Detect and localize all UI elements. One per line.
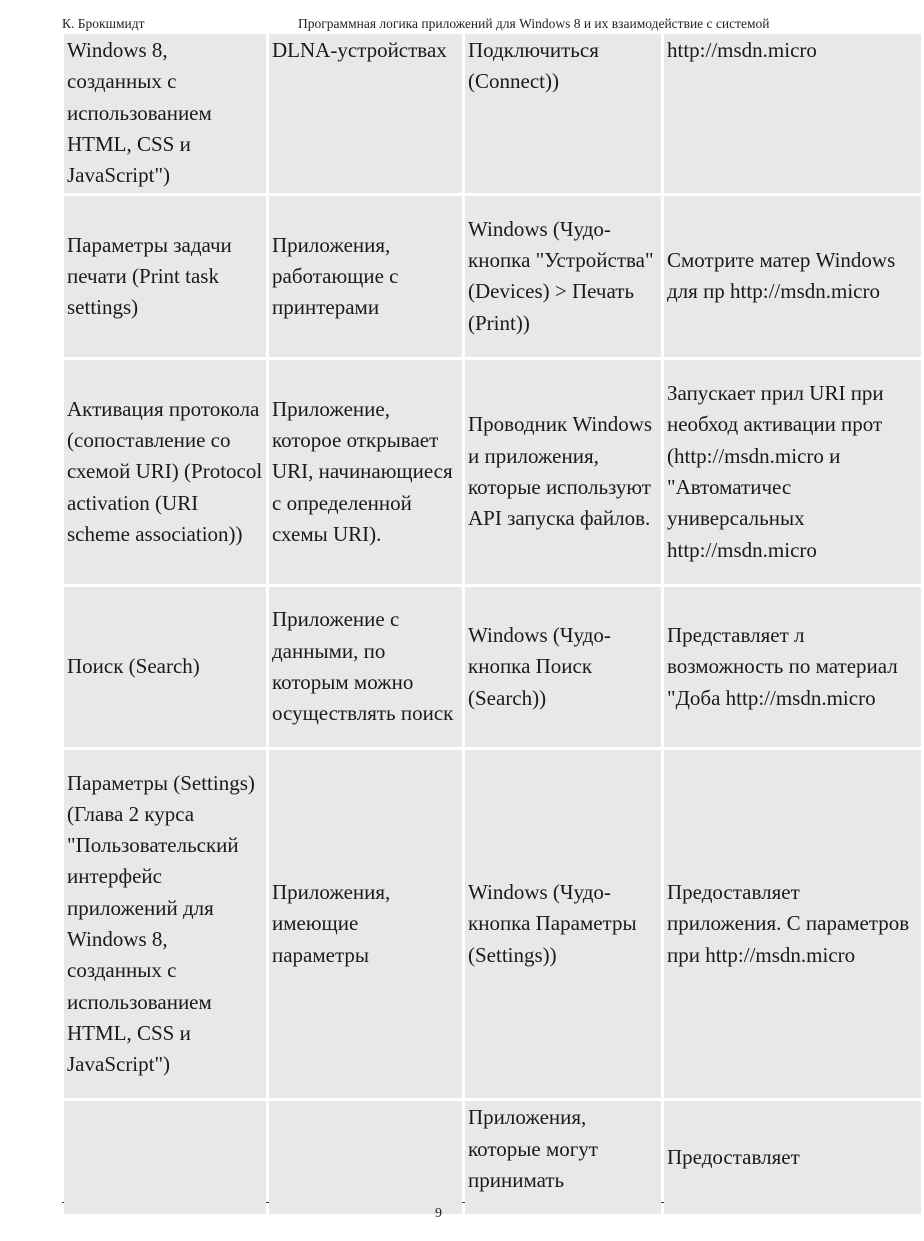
table-cell-description: http://msdn.micro [664, 34, 921, 193]
table-cell-app-type: Приложение, которое открывает URI, начинающиеся с определенной схемы URI). [269, 360, 462, 584]
table-cell-description: Представляет л возможность по материал "Доба http://msdn.micro [664, 587, 921, 747]
table-cell-contract: Параметры (Settings) (Глава 2 курса "Пользовательский интерфейс приложений для Windows 8, созданных с использованием HTML, CSS и JavaScript") [64, 750, 266, 1098]
table-cell-app-type: Приложения, работающие с принтерами [269, 196, 462, 357]
header-title: Программная логика приложений для Windows 8 и их взаимодействие с системой [298, 16, 770, 31]
contracts-table [61, 31, 924, 1217]
table-cell-description: Смотрите матер Windows для пр http://msdn.micro [664, 196, 921, 357]
table-row [64, 34, 921, 193]
table-cell-app-type: Приложения, имеющие параметры [269, 750, 462, 1098]
table-row [64, 750, 921, 1098]
table-cell-app-type [269, 1101, 462, 1214]
table-cell-contract: Активация протокола (сопоставление со схемой URI) (Protocol activation (URI scheme association)) [64, 360, 266, 584]
table-cell-source: Windows (Чудо-кнопка Параметры (Settings)) [465, 750, 661, 1098]
table-row [64, 587, 921, 747]
table-cell-contract [64, 1101, 266, 1214]
table-cell-description: Предоставляет приложения. С параметров при http://msdn.micro [664, 750, 921, 1098]
table-cell-source: Windows (Чудо-кнопка "Устройства" (Devices) > Печать (Print)) [465, 196, 661, 357]
table-cell-contract: Поиск (Search) [64, 587, 266, 747]
table-cell-contract: Windows 8, созданных с использованием HTML, CSS и JavaScript") [64, 34, 266, 193]
table-cell-description: Предоставляет [664, 1101, 921, 1214]
table-row [64, 196, 921, 357]
table-cell-source: Подключиться (Connect)) [465, 34, 661, 193]
table-cell-app-type: Приложение с данными, по которым можно осуществлять поиск [269, 587, 462, 747]
table-cell-description: Запускает прил URI при необход активации прот (http://msdn.micro и "Автоматичес универсальных http://msdn.micro [664, 360, 921, 584]
table-cell-app-type: DLNA-устройствах [269, 34, 462, 193]
table-cell-source: Проводник Windows и приложения, которые используют API запуска файлов. [465, 360, 661, 584]
table-cell-source: Windows (Чудо-кнопка Поиск (Search)) [465, 587, 661, 747]
page-number: 9 [435, 1206, 442, 1221]
table-row [64, 1101, 921, 1214]
table-cell-contract: Параметры задачи печати (Print task settings) [64, 196, 266, 357]
header-author: К. Брокшмидт [62, 16, 145, 31]
table-cell-source: Приложения, которые могут принимать [465, 1101, 661, 1214]
contracts-table-container [62, 34, 910, 1203]
table-row [64, 360, 921, 584]
